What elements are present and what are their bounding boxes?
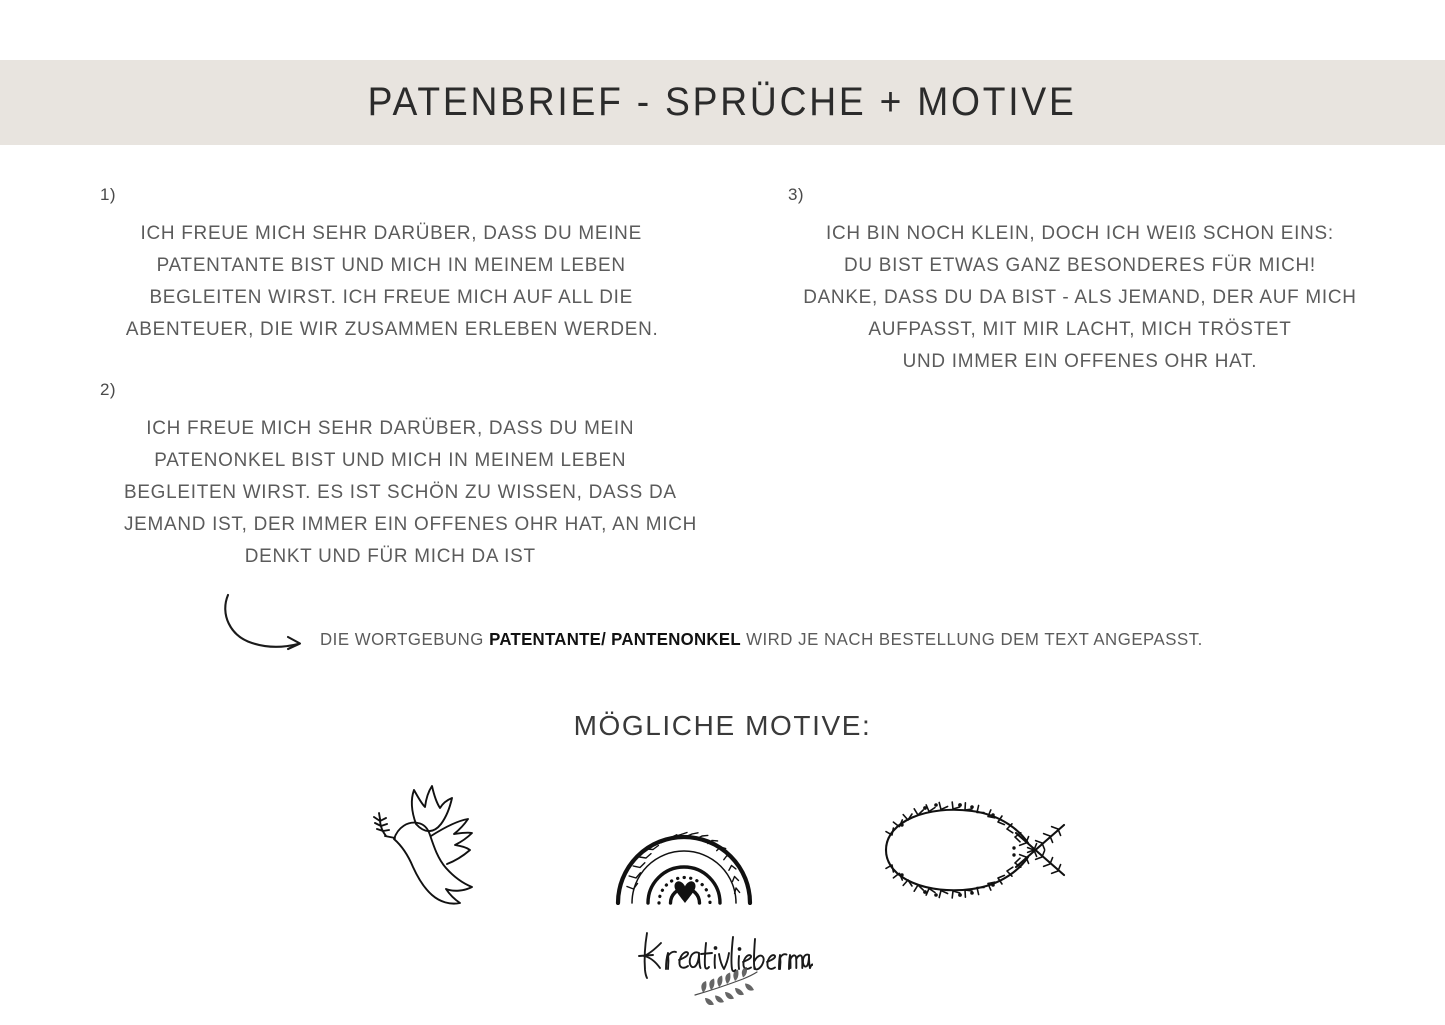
dove-motive-icon[interactable] <box>368 775 493 910</box>
note-highlight: PATENTANTE/ PANTENONKEL <box>489 629 741 649</box>
motive-row <box>0 775 1445 915</box>
verse-line: ABENTEUER, DIE WIR ZUSAMMEN ERLEBEN WERDEN. <box>125 318 659 340</box>
verse-number-2: 2) <box>100 380 116 399</box>
verse-line: DENKT UND FÜR MICH DA IST <box>244 545 536 567</box>
verse-line: ICH FREUE MICH SEHR DARÜBER, DASS DU MEIN <box>146 417 635 439</box>
verse-text-2 <box>108 412 698 572</box>
verse-line: AUFPASST, MIT MIR LACHT, MICH TRÖSTET <box>868 318 1292 340</box>
header-band <box>0 60 1445 145</box>
verse-line: JEMAND IST, DER IMMER EIN OFFENES OHR HAT, AN MICH <box>123 513 698 535</box>
verse-line: UND IMMER EIN OFFENES OHR HAT. <box>902 350 1258 372</box>
page-title: PATENBRIEF - SPRÜCHE + MOTIVE <box>368 80 1077 124</box>
motives-heading: MÖGLICHE MOTIVE: <box>573 710 872 741</box>
fish-motive-icon[interactable] <box>868 795 1073 905</box>
verse-line: PATENTANTE BIST UND MICH IN MEINEM LEBEN <box>156 254 626 276</box>
verse-line: PATENONKEL BIST UND MICH IN MEINEM LEBEN <box>154 449 627 471</box>
note-suffix: WIRD JE NACH BESTELLUNG DEM TEXT ANGEPASST. <box>740 629 1203 649</box>
brand-logo <box>0 925 1445 1010</box>
verse-line: BEGLEITEN WIRST. ICH FREUE MICH AUF ALL DIE <box>149 286 634 308</box>
verse-block-3 <box>788 185 1368 377</box>
verse-block-1 <box>100 185 665 345</box>
curved-arrow-icon <box>218 592 318 652</box>
verse-line: DANKE, DASS DU DA BIST - ALS JEMAND, DER AUF MICH <box>803 286 1357 308</box>
verse-block-2 <box>100 380 698 572</box>
note-row <box>218 592 1278 662</box>
note-text <box>320 629 1203 650</box>
verse-text-3 <box>797 217 1360 377</box>
verse-line: ICH BIN NOCH KLEIN, DOCH ICH WEIß SCHON EINS: <box>826 222 1334 244</box>
kreativliebermann-logo <box>633 925 813 1005</box>
content-area <box>0 145 1445 1025</box>
verse-line: DU BIST ETWAS GANZ BESONDERES FÜR MICH! <box>844 254 1316 276</box>
note-prefix: DIE WORTGEBUNG <box>320 629 490 649</box>
verse-line: ICH FREUE MICH SEHR DARÜBER, DASS DU MEINE <box>140 222 642 244</box>
verse-number-3: 3) <box>788 185 804 204</box>
verse-line: BEGLEITEN WIRST. ES IST SCHÖN ZU WISSEN, DASS DA <box>123 481 677 503</box>
verse-text-1 <box>108 217 659 345</box>
verse-number-1: 1) <box>100 185 116 204</box>
rainbow-motive-icon[interactable] <box>612 785 757 905</box>
